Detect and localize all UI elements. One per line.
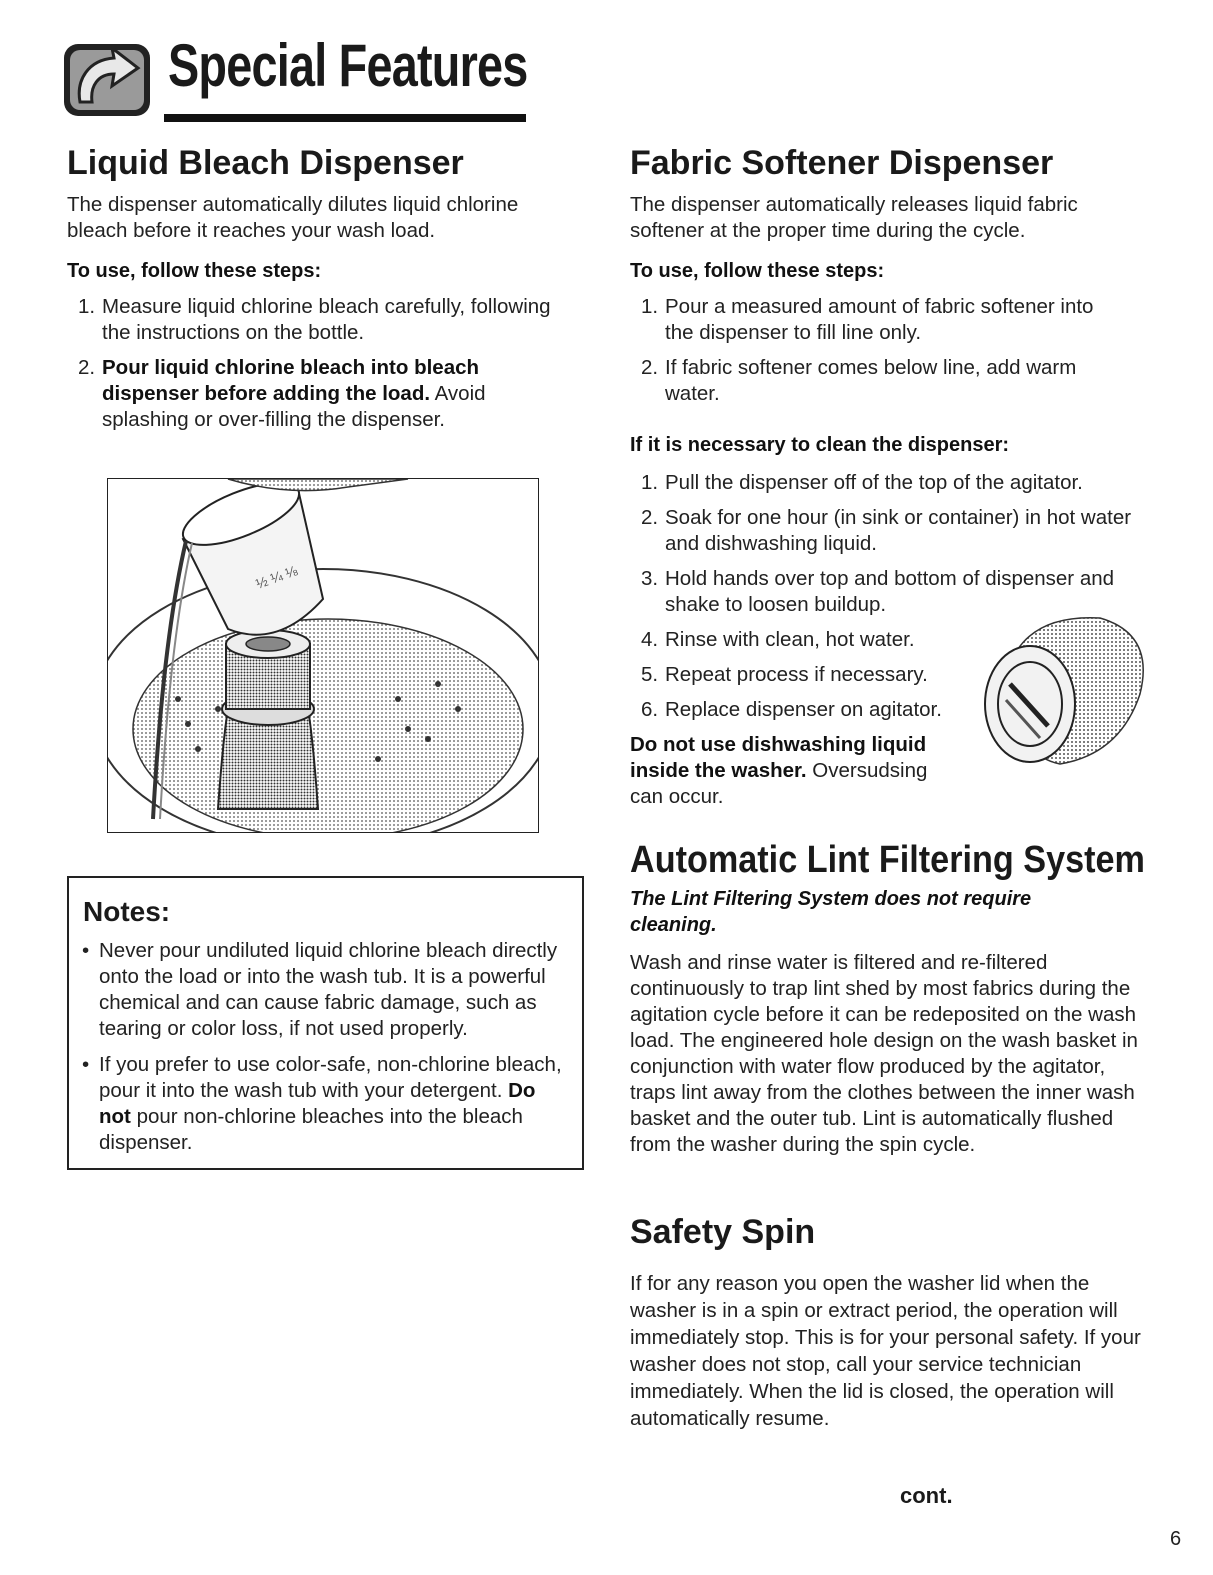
lint-filter-heading: Automatic Lint Filtering System — [630, 839, 1145, 881]
fabric-softener-steps — [630, 294, 1110, 416]
fabric-softener-steps-lead: To use, follow these steps: — [630, 260, 885, 282]
svg-text:½ ¼ ⅛: ½ ¼ ⅛ — [253, 562, 300, 592]
notes-title: Notes: — [83, 896, 171, 927]
list-item: 2. Pour liquid chlorine bleach into bleach dispenser before adding the load. Avoid splashing or over-filling the dispenser. — [78, 356, 486, 431]
list-item: 1. Measure liquid chlorine bleach carefully, following the instructions on the bottle. — [78, 295, 551, 344]
notes-box — [67, 876, 584, 1170]
page-title: Special Features — [168, 32, 528, 99]
safety-spin-body: If for any reason you open the washer lid when the washer is in a spin or extract period, the operation will immediately stop. This is for your personal safety. If your washer does not stop, call your service technician immediately. When the lid is closed, the operation will automatically resume. — [630, 1272, 1141, 1430]
list-item: • Never pour undiluted liquid chlorine bleach directly onto the load or into the wash tub. It is a powerful chemical and can cause fabric damage, such as tearing or color loss, if not used properly. — [82, 939, 558, 1040]
arrow-logo-icon — [62, 40, 154, 120]
list-item: 2. If fabric softener comes below line, add warm water. — [641, 356, 1077, 405]
fabric-softener-dispenser-illustration — [970, 604, 1150, 774]
list-item: 6. Replace dispenser on agitator. — [641, 698, 942, 721]
liquid-bleach-steps — [67, 294, 577, 442]
safety-spin-heading: Safety Spin — [630, 1213, 816, 1251]
continued-label: cont. — [900, 1483, 953, 1508]
clean-dispenser-lead: If it is necessary to clean the dispenser: — [630, 434, 1010, 456]
liquid-bleach-heading: Liquid Bleach Dispenser — [67, 144, 464, 182]
lint-filter-body: Wash and rinse water is filtered and re-filtered continuously to trap lint shed by most fabrics during the agitation cycle before it can be redeposited on the wash load. The engineered hole design on the wash basket in conjunction with water flow produced by the agitator, traps lint away from the clothes between the inner wash basket and the outer tub. Lint is automatically flushed from the washer during the spin cycle. — [630, 951, 1138, 1156]
list-item: 1. Pull the dispenser off of the top of the agitator. — [641, 471, 1083, 494]
notes-list — [69, 938, 569, 1166]
liquid-bleach-intro: The dispenser automatically dilutes liquid chlorine bleach before it reaches your wash load. — [67, 193, 519, 242]
lint-filter-subheading: The Lint Filtering System does not require cleaning. — [630, 888, 1032, 936]
list-item: 1. Pour a measured amount of fabric softener into the dispenser to fill line only. — [641, 295, 1094, 344]
list-item: 5. Repeat process if necessary. — [641, 663, 928, 686]
list-item: 3. Hold hands over top and bottom of dispenser and shake to loosen buildup. — [641, 567, 1115, 616]
list-item: 2. Soak for one hour (in sink or container) in hot water and dishwashing liquid. — [641, 506, 1132, 555]
list-item: 4. Rinse with clean, hot water. — [641, 628, 915, 651]
bleach-pouring-illustration — [107, 478, 539, 833]
dishwashing-warning: Do not use dishwashing liquid inside the washer. Oversudsing can occur. — [630, 733, 928, 808]
fabric-softener-heading: Fabric Softener Dispenser — [630, 144, 1054, 182]
list-item: • If you prefer to use color-safe, non-chlorine bleach, pour it into the wash tub with your detergent. Do not pour non-chlorine bleaches into the bleach dispenser. — [82, 1053, 562, 1154]
fabric-softener-intro: The dispenser automatically releases liquid fabric softener at the proper time during the cycle. — [630, 193, 1078, 242]
liquid-bleach-steps-lead: To use, follow these steps: — [67, 260, 322, 282]
page-number: 6 — [1170, 1528, 1182, 1550]
title-rule — [164, 114, 526, 122]
